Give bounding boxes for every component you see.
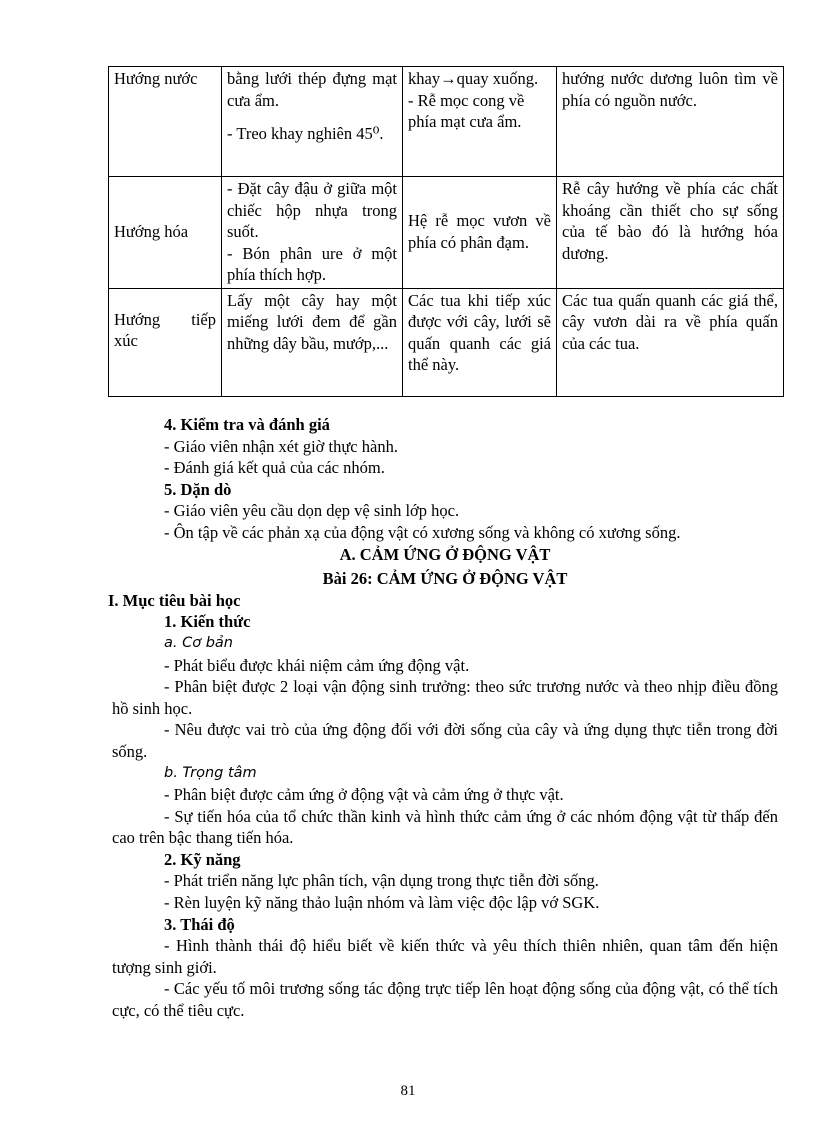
cell-text: - Đặt cây đậu ở giữa một chiếc hộp nhựa trong suốt. (227, 179, 397, 241)
list-item: - Hình thành thái độ hiểu biết về kiến thức và yêu thích thiên nhiên, quan tâm đến hiện tượng sinh giới. (112, 936, 778, 977)
table-row (109, 177, 784, 289)
list-item: - Giáo viên yêu cầu dọn dẹp vệ sinh lớp học. (164, 501, 460, 521)
list-item: - Rèn luyện kỹ năng thảo luận nhóm và làm việc độc lập vớ SGK. (164, 893, 600, 913)
cell-text: khay→quay xuống. (408, 69, 539, 88)
subheading-basic: a. Cơ bản (164, 634, 233, 651)
list-item: - Phát biểu được khái niệm cảm ứng động vật. (164, 655, 470, 675)
list-item: - Phân biệt được cảm ứng ở động vật và cảm ứng ở thực vật. (164, 785, 564, 805)
cell-text: bằng lưới thép đựng mạt cưa ẩm. (227, 69, 397, 110)
subsection-attitude: 3. Thái độ (164, 914, 235, 934)
subsection-skills: 2. Kỹ năng (164, 849, 241, 869)
row-label: Hướng tiếp xúc (114, 309, 216, 350)
section-title: I. Mục tiêu bài học (108, 590, 241, 610)
cell-text: - Bón phân ure ở một phía thích hợp. (227, 243, 397, 284)
table-cell (403, 67, 557, 177)
cell-gap (227, 111, 397, 123)
cell-text: Các tua khi tiếp xúc được với cây, lưới sẽ quấn quanh các giá thể này. (408, 290, 551, 374)
list-item: - Ôn tập về các phản xạ của động vật có xương sống và không có xương sống. (164, 522, 681, 542)
cell-text: Hệ rễ mọc vươn về phía có phân đạm. (408, 211, 551, 252)
heading-homework: 5. Dặn dò (164, 479, 232, 499)
table-cell (557, 288, 784, 396)
list-item: - Các yếu tố môi trương sống tác động trực tiếp lên hoạt động sống của động vật, có thể tích cực, có thể tiêu cực. (112, 979, 778, 1021)
chapter-title: A. CẢM ỨNG Ở ĐỘNG VẬT (339, 544, 551, 564)
table-cell (557, 67, 784, 177)
table-row (109, 67, 784, 177)
table-cell (109, 177, 222, 289)
table-cell (557, 177, 784, 289)
list-item: - Phát triển năng lực phân tích, vận dụng trong thực tiễn đời sống. (164, 871, 599, 891)
subheading-focus: b. Trọng tâm (164, 764, 257, 781)
table-cell (109, 288, 222, 396)
list-item: - Phân biệt được 2 loại vận động sinh trưởng: theo sức trương nước và theo nhịp điều đồng hồ sinh học. (112, 677, 778, 718)
table-cell (222, 177, 403, 289)
cell-text: Rễ cây hướng về phía các chất khoáng cần thiết cho sự sống của tế bào đó là hướng hóa dương. (562, 179, 778, 263)
cell-text: Các tua quấn quanh các giá thể, cây vươn dài ra về phía quấn của các tua. (562, 290, 778, 353)
row-label: Hướng hóa (114, 222, 189, 241)
table-cell (222, 288, 403, 396)
document-body (108, 414, 778, 1022)
list-item: - Sự tiến hóa của tổ chức thần kinh và hình thức cảm ứng ở các nhóm động vật từ thấp đến cao trên bậc thang tiến hóa. (112, 806, 778, 848)
tropism-table (108, 66, 784, 397)
table-cell (109, 67, 222, 177)
list-item: - Nêu được vai trò của ứng động đối với đời sống của cây và ứng dụng thực tiễn trong đời sống. (112, 720, 778, 761)
table-row (109, 288, 784, 396)
row-label: Hướng nước (114, 69, 198, 88)
table-cell (403, 288, 557, 396)
page-number: 81 (400, 1083, 416, 1099)
table-cell (222, 67, 403, 177)
cell-text: Lấy một cây hay một miếng lưới đem để gần những dây bầu, mướp,... (227, 290, 397, 353)
table-cell (403, 177, 557, 289)
subsection-knowledge: 1. Kiến thức (164, 612, 251, 632)
list-item: - Đánh giá kết quả của các nhóm. (164, 458, 385, 478)
cell-text: hướng nước dương luôn tìm về phía có nguồn nước. (562, 69, 778, 110)
heading-evaluation: 4. Kiểm tra và đánh giá (164, 415, 330, 434)
list-item: - Giáo viên nhận xét giờ thực hành. (164, 436, 398, 456)
cell-text: - Treo khay nghiên 45⁰. (227, 124, 384, 143)
cell-text: - Rễ mọc cong về phía mạt cưa ẩm. (408, 90, 525, 131)
lesson-title: Bài 26: CẢM ỨNG Ở ĐỘNG VẬT (322, 569, 568, 589)
